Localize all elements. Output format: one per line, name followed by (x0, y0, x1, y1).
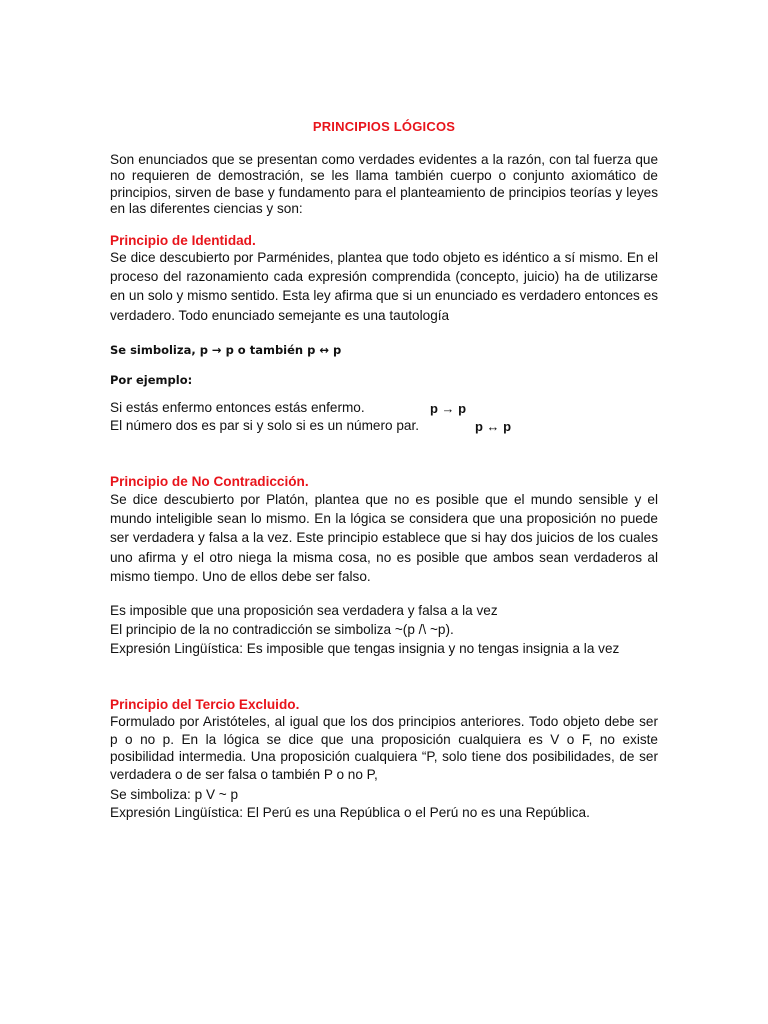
no-contradiccion-line-1: Es imposible que una proposición sea verdadera y falsa a la vez (110, 603, 498, 618)
example-label: Por ejemplo: (110, 373, 193, 387)
tercio-excluido-line-2: Expresión Lingüística: El Perú es una República o el Perú no es una República. (110, 805, 590, 820)
no-contradiccion-paragraph: Se dice descubierto por Platón, plantea que no es posible que el mundo sensible y el mundo inteligible sean lo mismo. En la lógica se considera que una proposición no puede ser verdadera y falsa a la vez. Este principio establece que si hay dos juicios de los cuales uno afirma y el otro niega la misma cosa, no es posible que ambos sean verdaderos al mismo tiempo. Uno de ellos debe ser falso. (110, 492, 658, 584)
identidad-heading: Principio de Identidad. (110, 233, 256, 248)
tercio-excluido-paragraph: Formulado por Aristóteles, al igual que los dos principios anteriores. Todo objeto debe ser p o no p. En la lógica se dice que una proposición cualquiera es V o F, no existe posibilidad intermedia. Una proposición cualquiera “P, solo tiene dos posibilidades, de ser verdadera o de ser falsa o también P o no P, (110, 714, 658, 782)
tercio-excluido-heading: Principio del Tercio Excluido. (110, 697, 300, 712)
no-contradiccion-line-3: Expresión Lingüística: Es imposible que tengas insignia y no tengas insignia a la vez (110, 641, 620, 657)
example2-text: El número dos es par si y solo si es un número par. (110, 418, 420, 433)
example1-text: Si estás enfermo entonces estás enfermo. (110, 400, 365, 415)
no-contradiccion-line-2: El principio de la no contradicción se simboliza ~(p /\ ~p). (110, 622, 454, 638)
page-title: PRINCIPIOS LÓGICOS (312, 119, 456, 134)
no-contradiccion-lines (110, 601, 658, 659)
example2-symbol: p ↔ p (475, 419, 512, 434)
identidad-symbolize: Se simboliza, p → p o también p ↔ p (110, 343, 342, 357)
identidad-paragraph: Se dice descubierto por Parménides, plantea que todo objeto es idéntico a sí mismo. En el proceso del razonamiento cada expresión comprendida (concepto, juicio) ha de utilizarse en un solo y mismo sentido. Esta ley afirma que si un enunciado es verdadero entonces es verdadero. Todo enunciado semejante es una tautología (110, 250, 658, 323)
tercio-excluido-line-1: Se simboliza: p V ~ p (110, 787, 239, 802)
no-contradiccion-heading: Principio de No Contradicción. (110, 474, 309, 489)
intro-paragraph: Son enunciados que se presentan como verdades evidentes a la razón, con tal fuerza que no requieren de demostración, se les llama también cuerpo o conjunto axiomático de principios, sirven de base y fundamento para el planteamiento de principios teorías y leyes en las diferentes ciencias y son: (110, 152, 658, 217)
document-page (110, 0, 658, 1024)
tercio-excluido-lines (110, 786, 658, 822)
example1-symbol: p → p (430, 401, 467, 416)
